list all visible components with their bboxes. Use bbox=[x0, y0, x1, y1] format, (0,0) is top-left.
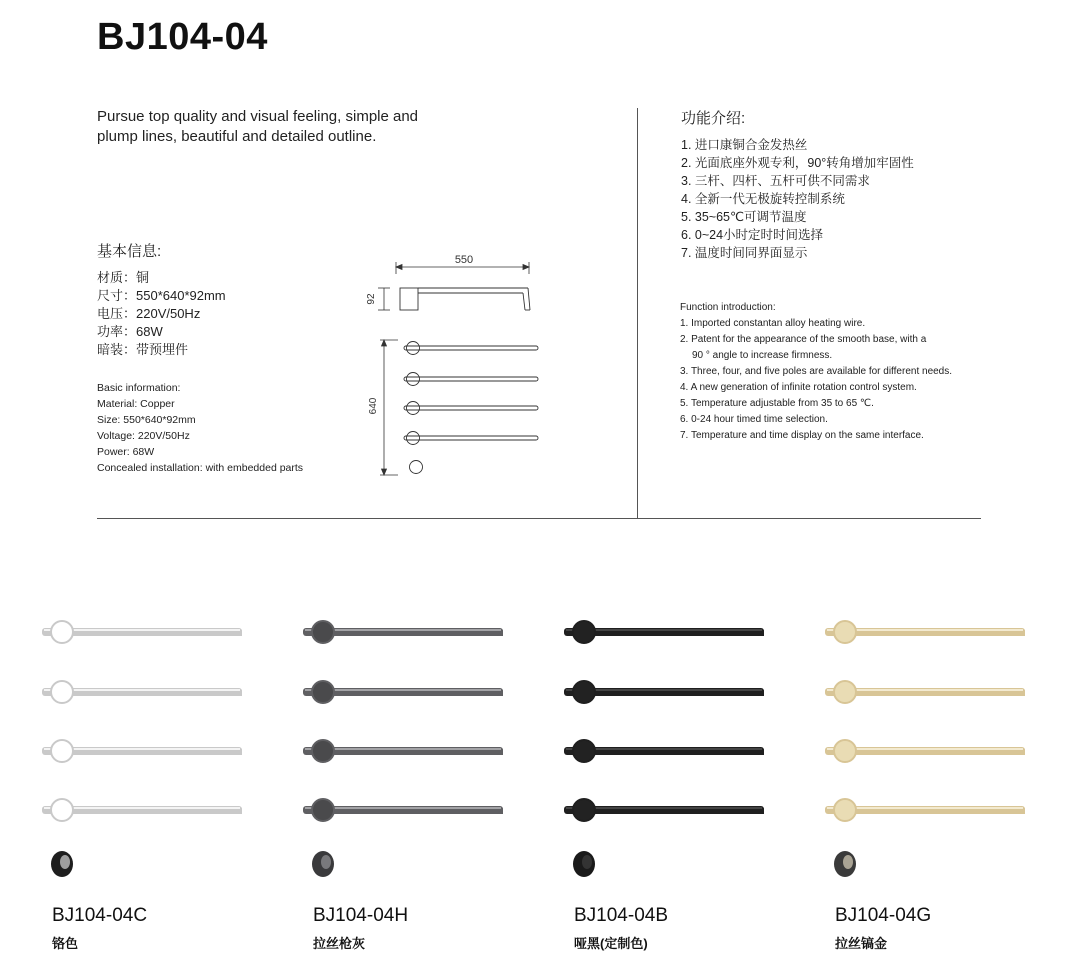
function-list-cn bbox=[681, 136, 914, 262]
basic-info-en-line: Material: Copper bbox=[97, 398, 175, 410]
horizontal-divider bbox=[97, 518, 981, 519]
function-item-en: 3. Three, four, and five poles are available for different needs. bbox=[680, 366, 953, 377]
basic-info-en-line: Voltage: 220V/50Hz bbox=[97, 430, 190, 442]
variant-code: BJ104-04B bbox=[574, 905, 669, 926]
bar-mount bbox=[312, 799, 334, 821]
bar-mount bbox=[312, 740, 334, 762]
function-item-en: 90 ° angle to increase firmness. bbox=[692, 350, 833, 361]
function-list-en bbox=[680, 300, 952, 444]
basic-info-cn-line: 尺寸：550*640*92mm bbox=[97, 288, 226, 303]
variant-card bbox=[823, 600, 1063, 960]
basic-info-en-line: Power: 68W bbox=[97, 446, 155, 458]
towel-bar bbox=[42, 799, 242, 821]
towel-bar bbox=[825, 740, 1025, 762]
bar-mount bbox=[51, 799, 73, 821]
bar-2 bbox=[404, 373, 538, 386]
towel-bar bbox=[825, 681, 1025, 703]
intro-text: Pursue top quality and visual feeling, simple and plump lines, beautiful and detailed outline. bbox=[97, 108, 419, 145]
side-profile bbox=[400, 288, 530, 310]
variant-finish: 铬色 bbox=[52, 936, 79, 951]
bar-mount bbox=[51, 681, 73, 703]
basic-info-cn-line: 材质：铜 bbox=[97, 270, 150, 285]
bar-mount bbox=[573, 740, 595, 762]
variant-card bbox=[301, 600, 541, 960]
towel-rail-image bbox=[301, 600, 541, 890]
bar-4 bbox=[404, 432, 538, 445]
towel-bar bbox=[42, 740, 242, 762]
control-knob bbox=[51, 851, 73, 877]
variant-code: BJ104-04H bbox=[313, 905, 409, 926]
width-label: 550 bbox=[454, 254, 474, 266]
function-item-en: 2. Patent for the appearance of the smooth base, with a bbox=[680, 334, 927, 345]
control-knob bbox=[573, 851, 595, 877]
variant-code: BJ104-04G bbox=[835, 905, 932, 926]
variant-finish: 哑黑(定制色) bbox=[574, 936, 648, 951]
function-item-cn: 6. 0~24小时定时时间选择 bbox=[681, 228, 824, 242]
function-item-cn: 1. 进口康铜合金发热丝 bbox=[681, 138, 808, 152]
towel-bar bbox=[564, 740, 764, 762]
bar-mount bbox=[51, 740, 73, 762]
bar-1 bbox=[404, 342, 538, 355]
function-item-cn: 7. 温度时间同界面显示 bbox=[681, 246, 808, 260]
bar-mount bbox=[834, 799, 856, 821]
function-item-en: 6. 0-24 hour timed time selection. bbox=[680, 414, 828, 425]
function-item-cn: 5. 35~65℃可调节温度 bbox=[681, 210, 807, 224]
variant-card bbox=[40, 600, 280, 960]
bar-mount bbox=[573, 621, 595, 643]
control-knob bbox=[834, 851, 856, 877]
function-heading-en: Function introduction: bbox=[680, 302, 776, 313]
towel-bar bbox=[303, 681, 503, 703]
basic-info-cn-line: 电压：220V/50Hz bbox=[97, 306, 201, 321]
bar-mount bbox=[834, 621, 856, 643]
towel-bar bbox=[825, 621, 1025, 643]
bar-mount bbox=[312, 681, 334, 703]
towel-bar bbox=[564, 799, 764, 821]
towel-bar bbox=[564, 621, 764, 643]
vertical-divider bbox=[637, 108, 638, 518]
bar-mount bbox=[573, 799, 595, 821]
basic-info-en-line: Concealed installation: with embedded parts bbox=[97, 462, 304, 474]
product-title: BJ104-04 bbox=[97, 16, 268, 58]
towel-rail-image bbox=[562, 600, 802, 890]
height-dimension bbox=[380, 340, 398, 475]
function-item-en: 7. Temperature and time display on the same interface. bbox=[680, 430, 924, 441]
basic-info-en bbox=[97, 380, 303, 476]
function-item-cn: 2. 光面底座外观专利，90°转角增加牢固性 bbox=[681, 156, 914, 170]
function-item-en: 1. Imported constantan alloy heating wire. bbox=[680, 318, 866, 329]
control-knob bbox=[410, 461, 423, 474]
function-item-cn: 4. 全新一代无极旋转控制系统 bbox=[681, 192, 845, 206]
variant-finish: 拉丝镐金 bbox=[835, 936, 888, 951]
basic-info-cn-line: 功率：68W bbox=[97, 324, 163, 339]
basic-info-en-line: Basic information: bbox=[97, 382, 181, 394]
variant-card bbox=[562, 600, 802, 960]
towel-rail-image bbox=[40, 600, 280, 890]
towel-bar bbox=[303, 799, 503, 821]
bar-mount bbox=[834, 740, 856, 762]
towel-bar bbox=[42, 621, 242, 643]
bar-3 bbox=[404, 402, 538, 415]
bar-mount bbox=[51, 621, 73, 643]
function-item-en: 4. A new generation of infinite rotation control system. bbox=[680, 382, 917, 393]
basic-info-cn-line: 暗装：带预埋件 bbox=[97, 342, 189, 357]
towel-bar bbox=[303, 740, 503, 762]
variant-finish: 拉丝枪灰 bbox=[313, 936, 366, 951]
depth-dimension bbox=[378, 288, 390, 310]
towel-bar bbox=[825, 799, 1025, 821]
towel-rail-image bbox=[823, 600, 1063, 890]
control-knob bbox=[312, 851, 334, 877]
bar-mount bbox=[312, 621, 334, 643]
basic-info-en-line: Size: 550*640*92mm bbox=[97, 414, 196, 426]
front-view bbox=[404, 342, 538, 474]
towel-bar bbox=[303, 621, 503, 643]
function-item-cn: 3. 三杆、四杆、五杆可供不同需求 bbox=[681, 174, 870, 188]
basic-info-cn bbox=[97, 269, 226, 359]
bar-mount bbox=[834, 681, 856, 703]
towel-bar bbox=[564, 681, 764, 703]
basic-info-heading-cn: 基本信息: bbox=[97, 243, 162, 260]
function-heading-cn: 功能介绍: bbox=[681, 110, 746, 127]
function-item-en: 5. Temperature adjustable from 35 to 65 ℃. bbox=[680, 398, 874, 409]
height-label: 640 bbox=[368, 397, 379, 415]
variant-code: BJ104-04C bbox=[52, 905, 148, 926]
depth-label: 92 bbox=[366, 293, 377, 305]
dimension-drawing bbox=[360, 248, 560, 483]
towel-bar bbox=[42, 681, 242, 703]
bar-mount bbox=[573, 681, 595, 703]
